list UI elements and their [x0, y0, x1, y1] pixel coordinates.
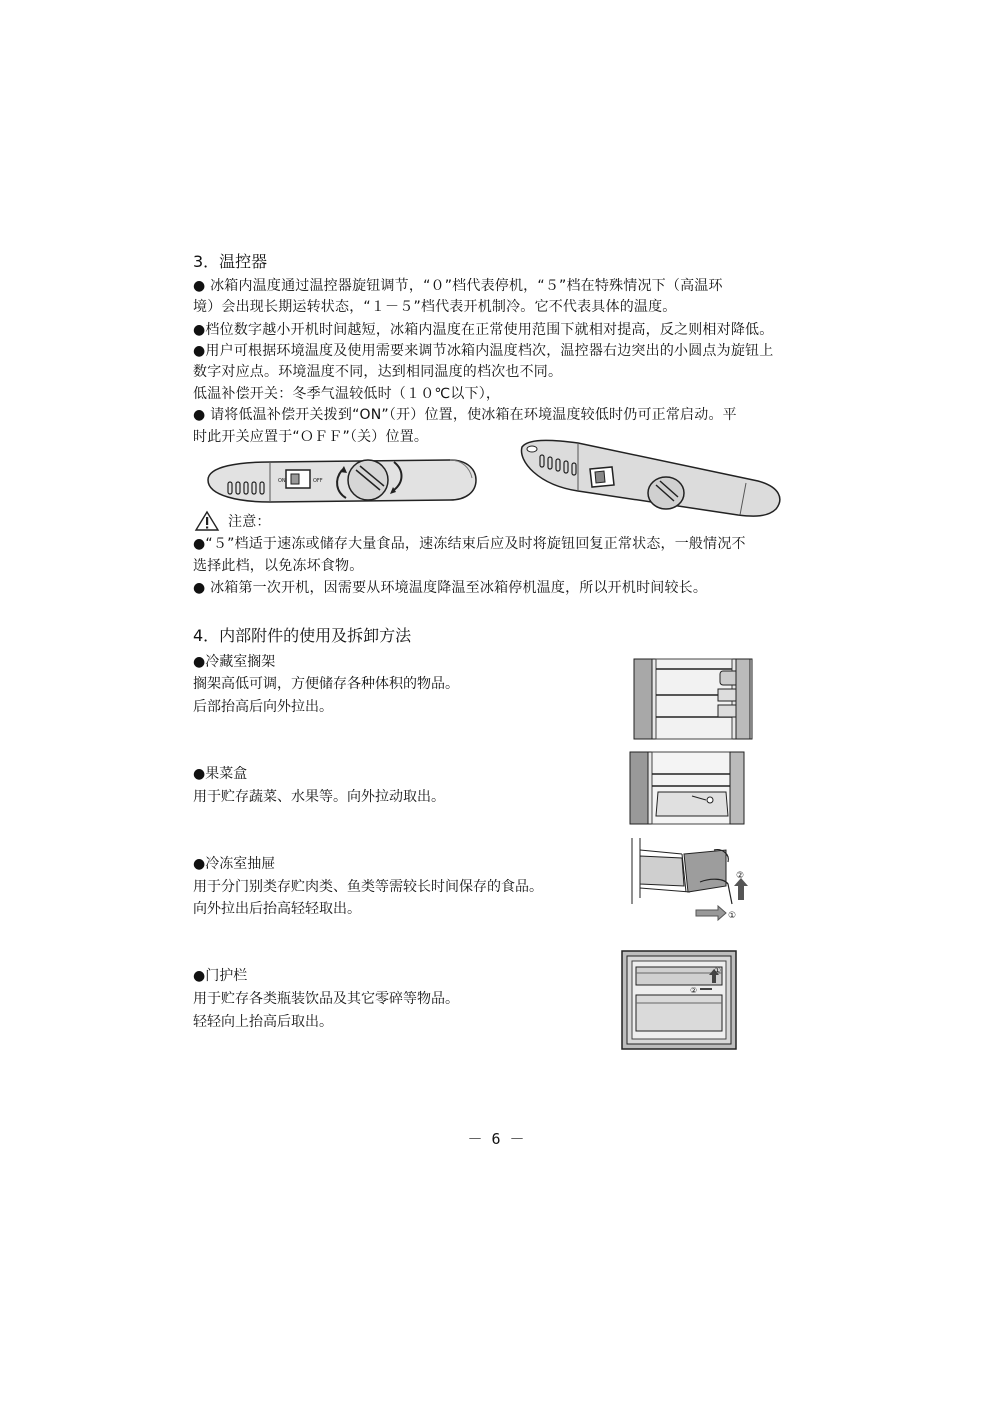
- door-rack-heading: ●门护栏: [193, 968, 248, 984]
- page-number: － 6 －: [467, 1130, 525, 1148]
- off-label: OFF: [313, 478, 323, 484]
- door-rack-line-1: 用于贮存各类瓶装饮品及其它零碎等物品。: [193, 991, 459, 1007]
- notice-line-1: ●“５”档适于速冻或储存大量食品，速冻结束后应及时将旋钮回复正常状态，一般情况不: [193, 536, 746, 552]
- step-2-marker: ②: [736, 871, 745, 881]
- shelf-line-2: 后部抬高后向外拉出。: [193, 699, 333, 715]
- warning-icon: [194, 510, 220, 532]
- notice-line-2: 选择此档，以免冻坏食物。: [193, 558, 364, 574]
- rack-step-2-marker: ②: [690, 986, 698, 995]
- notice-label: 注意：: [228, 514, 271, 530]
- section-3-line-3: ●档位数字越小开机时间越短，冰箱内温度在正常使用范围下就相对提高，反之则相对降低。: [193, 322, 774, 338]
- thermostat-perspective-illustration: [518, 437, 784, 521]
- door-rack-illustration: [622, 951, 738, 1051]
- low-temp-switch-heading: 低温补偿开关：冬季气温较低时（１０℃以下），: [193, 386, 501, 402]
- door-rack-line-2: 轻轻向上抬高后取出。: [193, 1014, 333, 1030]
- crisper-heading: ●果菜盒: [193, 766, 248, 782]
- section-3-line-2: 境）会出现长期运转状态，“１－５”档代表开机制冷。它不代表具体的温度。: [193, 299, 677, 315]
- section-3-line-7: ● 请将低温补偿开关拨到“ON”（开）位置，使冰箱在环境温度较低时仍可正常启动。平: [193, 407, 737, 423]
- fridge-shelf-illustration: [634, 659, 754, 739]
- section-3-line-5: 数字对应点。环境温度不同，达到相同温度的档次也不同。: [193, 364, 563, 380]
- rack-step-1-marker: ①: [714, 966, 722, 975]
- step-1-marker: ①: [728, 911, 737, 921]
- freezer-drawer-line-1: 用于分门别类存贮肉类、鱼类等需较长时间保存的食品。: [193, 879, 543, 895]
- freezer-drawer-heading: ●冷冻室抽屉: [193, 856, 276, 872]
- notice-line-3: ● 冰箱第一次开机，因需要从环境温度降温至冰箱停机温度，所以开机时间较长。: [193, 580, 708, 596]
- section-3-line-4: ●用户可根据环境温度及使用需要来调节冰箱内温度档次，温控器右边突出的小圆点为旋钮上: [193, 343, 774, 359]
- section-3-title: 3．温控器: [193, 252, 268, 271]
- section-3-line-1: ● 冰箱内温度通过温控器旋钮调节，“０”档代表停机，“５”档在特殊情况下（高温环: [193, 278, 723, 294]
- shelf-heading: ●冷藏室搁架: [193, 654, 276, 670]
- thermostat-flat-illustration: [200, 452, 480, 512]
- shelf-line-1: 搁架高低可调，方便储存各种体积的物品。: [193, 676, 459, 692]
- crisper-line-1: 用于贮存蔬菜、水果等。向外拉动取出。: [193, 789, 445, 805]
- freezer-drawer-illustration: [630, 838, 750, 924]
- on-label: ON: [278, 478, 286, 484]
- section-3-line-8: 时此开关应置于“ＯＦＦ”（关）位置。: [193, 429, 429, 445]
- freezer-drawer-line-2: 向外拉出后抬高轻轻取出。: [193, 901, 361, 917]
- section-4-title: 4．内部附件的使用及拆卸方法: [193, 626, 412, 645]
- crisper-drawer-illustration: [630, 752, 746, 824]
